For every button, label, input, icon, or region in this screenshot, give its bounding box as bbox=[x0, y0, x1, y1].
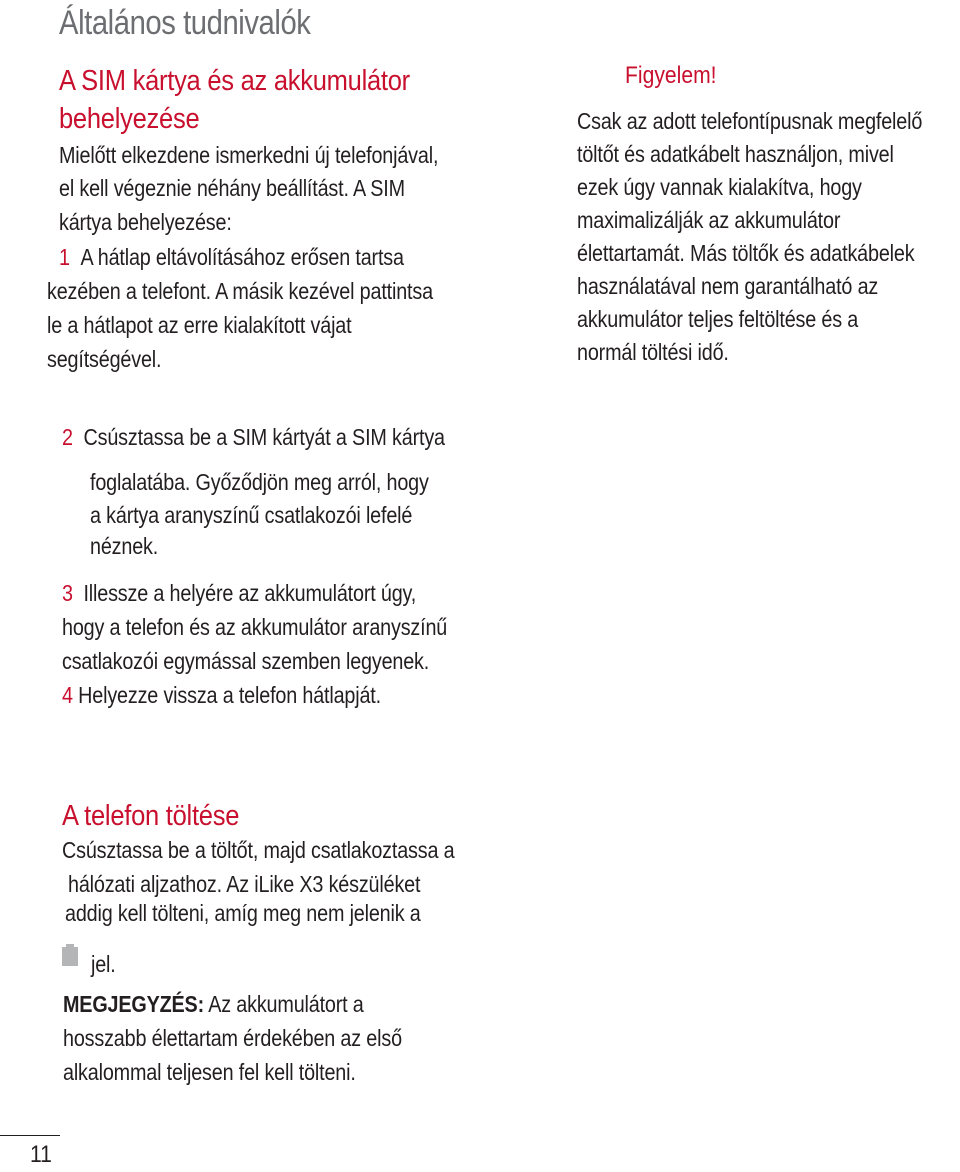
step-number: 4 bbox=[62, 682, 73, 708]
step-1-line: A hátlap eltávolításához erősen tartsa bbox=[80, 244, 404, 270]
sim-heading-line1: A SIM kártya és az akkumulátor bbox=[59, 65, 410, 97]
battery-icon-suffix: jel. bbox=[91, 951, 116, 977]
charging-line: addig kell tölteni, amíg meg nem jelenik a bbox=[65, 900, 421, 926]
step-3-line: csatlakozói egymással szemben legyenek. bbox=[62, 648, 430, 674]
sim-intro-line: Mielőtt elkezdene ismerkedni új telefonjával, bbox=[59, 142, 439, 168]
page-number-rule bbox=[0, 1135, 60, 1136]
step-number: 1 bbox=[59, 244, 70, 270]
warning-line: töltőt és adatkábelt használjon, mivel bbox=[577, 141, 894, 167]
sim-intro-line: kártya behelyezése: bbox=[59, 209, 232, 235]
battery-icon bbox=[62, 944, 78, 966]
warning-line: akkumulátor teljes feltöltése és a bbox=[577, 306, 859, 332]
charging-line: Csúsztassa be a töltőt, majd csatlakoztassa a bbox=[62, 837, 455, 863]
page-number: 11 bbox=[30, 1141, 52, 1168]
step-4-line: Helyezze vissza a telefon hátlapját. bbox=[78, 682, 381, 708]
warning-title: Figyelem! bbox=[625, 62, 717, 89]
charging-heading: A telefon töltése bbox=[62, 800, 240, 832]
charging-line: hálózati aljzathoz. Az iLike X3 készüléket bbox=[68, 871, 421, 897]
section-title: Általános tudnivalók bbox=[59, 4, 311, 42]
note-label: MEGJEGYZÉS: bbox=[63, 991, 204, 1017]
step-3-line: hogy a telefon és az akkumulátor aranyszínű bbox=[62, 614, 448, 640]
step-1-line: segítségével. bbox=[47, 346, 162, 372]
step-2-line: néznek. bbox=[90, 533, 159, 559]
note-line: hosszabb élettartam érdekében az első bbox=[63, 1025, 402, 1051]
warning-line: élettartamát. Más töltők és adatkábelek bbox=[577, 240, 915, 266]
step-2-line: foglalatába. Győződjön meg arról, hogy bbox=[90, 469, 429, 495]
step-1 bbox=[59, 241, 404, 274]
step-2 bbox=[62, 421, 445, 454]
step-number: 3 bbox=[62, 580, 73, 606]
step-number: 2 bbox=[62, 424, 73, 450]
step-2-line: Csúsztassa be a SIM kártyát a SIM kártya bbox=[83, 424, 445, 450]
note bbox=[63, 988, 364, 1021]
step-3 bbox=[62, 577, 416, 610]
step-2-line: a kártya aranyszínű csatlakozói lefelé bbox=[90, 502, 413, 528]
warning-line: maximalizálják az akkumulátor bbox=[577, 207, 841, 233]
warning-line: használatával nem garantálható az bbox=[577, 273, 879, 299]
warning-line: Csak az adott telefontípusnak megfelelő bbox=[577, 108, 923, 134]
step-3-line: Illessze a helyére az akkumulátort úgy, bbox=[83, 580, 417, 606]
sim-heading-line2: behelyezése bbox=[59, 103, 200, 135]
step-1-line: le a hátlapot az erre kialakított vájat bbox=[47, 312, 352, 338]
step-1-line: kezében a telefont. A másik kezével pattintsa bbox=[47, 278, 433, 304]
warning-line: normál töltési idő. bbox=[577, 339, 729, 365]
sim-intro-line: el kell végeznie néhány beállítást. A SIM bbox=[59, 175, 405, 201]
note-line: alkalommal teljesen fel kell tölteni. bbox=[63, 1059, 356, 1085]
step-4 bbox=[62, 679, 381, 712]
note-line: Az akkumulátort a bbox=[203, 991, 364, 1017]
warning-line: ezek úgy vannak kialakítva, hogy bbox=[577, 174, 862, 200]
